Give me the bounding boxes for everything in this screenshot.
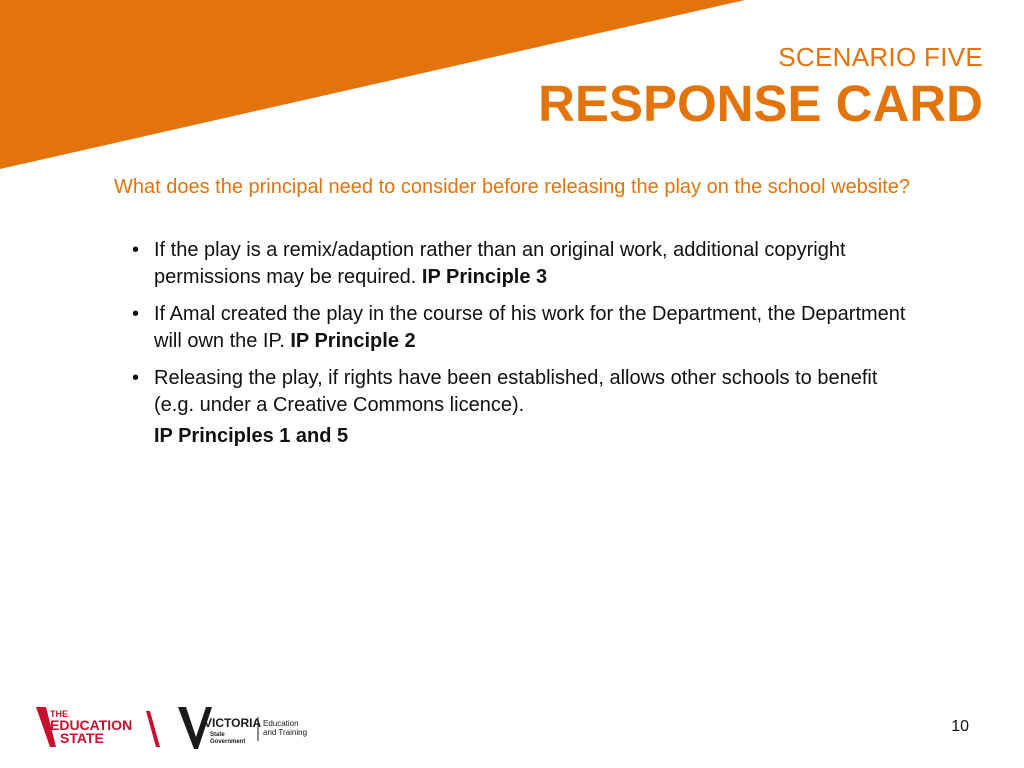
question-text: What does the principal need to consider before releasing the play on the school website? xyxy=(114,176,911,198)
bullet-point: • xyxy=(132,303,140,325)
bullet-item xyxy=(130,237,910,291)
logo-victoria: VICTORIA xyxy=(204,716,262,730)
slide-subtitle: SCENARIO FIVE xyxy=(778,42,983,72)
bullet-text: If the play is a remix/adaption rather than an original work, additional copyright permissions may be required. xyxy=(154,239,846,288)
logo-education-dept: Education xyxy=(263,719,299,728)
bullet-item xyxy=(130,301,910,355)
slide-title: RESPONSE CARD xyxy=(538,75,983,132)
bullet-text: Releasing the play, if rights have been established, allows other schools to benefit (e.g. under a Creative Commons licence). xyxy=(154,367,878,416)
logo-the: THE xyxy=(50,709,68,719)
page-number: 10 xyxy=(951,718,969,735)
bullet-item xyxy=(130,365,910,450)
bullet-point: • xyxy=(132,239,140,261)
bullet-text: If Amal created the play in the course of his work for the Department, the Department will own the IP. xyxy=(154,303,906,352)
footer-logos xyxy=(34,703,334,753)
logo-state: STATE xyxy=(60,730,104,746)
bullet-list xyxy=(130,237,910,460)
bullet-point: • xyxy=(132,367,140,389)
logo-state-word: State xyxy=(210,732,225,738)
logo-education: EDUCATION xyxy=(50,717,133,733)
education-state-logo xyxy=(36,707,160,747)
logo-government: Government xyxy=(210,739,246,745)
principle-label: IP Principles 1 and 5 xyxy=(154,425,349,447)
logo-and-training: and Training xyxy=(263,728,308,737)
principle-label: IP Principle 2 xyxy=(290,330,416,352)
principle-label: IP Principle 3 xyxy=(421,266,548,288)
victoria-government-logo xyxy=(178,707,307,749)
